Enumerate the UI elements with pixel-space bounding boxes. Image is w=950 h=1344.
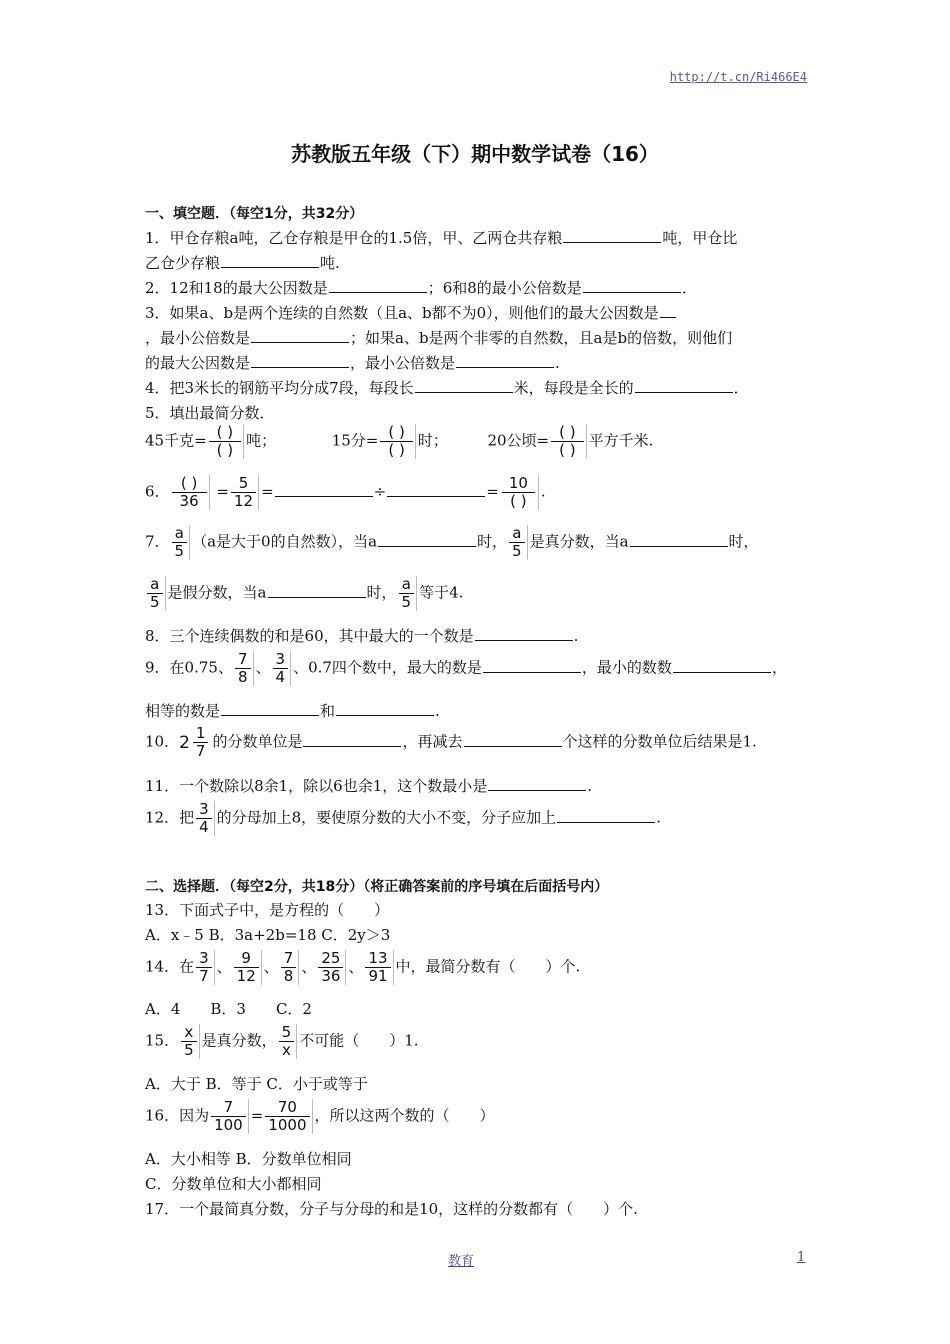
answer-blank	[336, 701, 434, 716]
answer-blank	[583, 278, 681, 293]
fraction: $\frac{a}{5}$	[399, 576, 418, 611]
question-14: 14．在 $\frac{3}{7}$ 、 $\frac{9}{12}$ 、 $\frac{7}{8}$ 、 $\frac{25}{36}$ 、 $\frac{13}{91}$ 中，最简分数有（ ）个.	[145, 949, 581, 985]
question-10: 10． 2 $\frac{1}{7}$ 的分数单位是 ，再减去 个这样的分数单位后结果是1.	[145, 724, 757, 760]
fraction: $\frac{5}{12}$	[231, 475, 259, 510]
answer-blank	[221, 253, 319, 268]
fraction: $\frac{25}{36}$	[318, 950, 346, 985]
question-5: 5．填出最简分数．	[145, 404, 275, 422]
question-17: 17．一个最简真分数，分子与分母的和是10，这样的分数都有（ ）个.	[145, 1200, 638, 1218]
fraction: $\frac{( )}{( )}$	[209, 424, 244, 459]
fraction: $\frac{x}{5}$	[181, 1024, 200, 1059]
fraction: $\frac{3}{4}$	[273, 651, 292, 686]
question-16-options-ab: A．大小相等 B．分数单位相同	[145, 1150, 352, 1168]
answer-blank	[251, 353, 349, 368]
answer-blank	[275, 482, 373, 497]
answer-blank	[557, 808, 655, 823]
answer-blank	[630, 532, 728, 547]
fraction: $\frac{a}{5}$	[509, 525, 528, 560]
section-2-heading: 二、选择题．（每空2分，共18分）（将正确答案前的序号填在后面括号内）	[145, 879, 609, 895]
question-4: 4．把3米长的钢筋平均分成7段，每段长 米，每段是全长的 ．	[145, 379, 749, 397]
question-14-fractions: $\frac{3}{7}$ 、 $\frac{9}{12}$ 、 $\frac{7}{8}$ 、 $\frac{25}{36}$ 、 $\frac{13}{91}$	[194, 958, 395, 976]
question-7-line-1: 7． $\frac{a}{5}$ （a是大于0的自然数），当a 时， $\frac{a}{5}$ 是真分数，当a 时，	[145, 524, 759, 560]
answer-blank	[673, 658, 771, 673]
question-9-line-2: 相等的数是 和 .	[145, 702, 440, 720]
section-1-heading: 一、填空题．（每空1分，共32分）	[145, 206, 364, 222]
question-8: 8．三个连续偶数的和是60，其中最大的一个数是 .	[145, 627, 579, 645]
answer-blank	[303, 732, 401, 747]
answer-blank	[483, 658, 581, 673]
fraction: $\frac{( )}{( )}$	[380, 424, 415, 459]
fraction: $\frac{10}{( )}$	[501, 475, 539, 510]
answer-blank	[660, 303, 676, 318]
answer-blank	[387, 482, 485, 497]
question-15-options: A．大于 B．等于 C．小于或等于	[145, 1075, 368, 1093]
question-3-line-2: ，最小公倍数是 ；如果a、b是两个非零的自然数，且a是b的倍数，则他们	[145, 329, 733, 347]
question-3-line-3: 的最大公因数是 ，最小公倍数是 .	[145, 354, 560, 372]
fraction: $\frac{5}{x}$	[279, 1024, 298, 1059]
answer-blank	[378, 532, 476, 547]
fraction: $\frac{70}{1000}$	[265, 1099, 312, 1134]
answer-blank	[488, 776, 586, 791]
page-title: 苏教版五年级（下）期中数学试卷（16）	[291, 142, 659, 166]
footer-link[interactable]: 教育	[448, 1254, 475, 1269]
answer-blank	[415, 378, 513, 393]
fraction: $\frac{( )}{( )}$	[551, 424, 586, 459]
answer-blank	[563, 228, 661, 243]
fraction: $\frac{a}{5}$	[172, 525, 191, 560]
question-5-items: 45千克= $\frac{( )}{( )}$ 吨； 15分= $\frac{( )}{( )}$ 时； 20公顷= $\frac{( )}{( )}$ 平方千米.	[145, 423, 654, 459]
answer-blank	[329, 278, 427, 293]
fraction: $\frac{( )}{36}$	[172, 475, 210, 510]
question-3-line-1: 3．如果a、b是两个连续的自然数（且a、b都不为0），则他们的最大公因数是	[145, 303, 677, 323]
answer-blank	[464, 732, 562, 747]
question-9-line-1: 9．在0.75、 $\frac{7}{8}$ 、 $\frac{3}{4}$ 、0.7四个数中，最大的数是 ，最小的数数 ，	[145, 650, 787, 686]
fraction: $\frac{13}{91}$	[365, 950, 393, 985]
page-number: 1	[797, 1250, 806, 1265]
question-7-line-2: $\frac{a}{5}$ 是假分数，当a 时， $\frac{a}{5}$ 等于4.	[145, 576, 463, 611]
question-1-line-1: 1．甲仓存粮a吨，乙仓存粮是甲仓的1.5倍，甲、乙两仓共存粮 吨，甲仓比	[145, 229, 738, 247]
question-14-options: A．4 B．3 C．2	[145, 1000, 312, 1018]
mixed-number: 2 $\frac{1}{7}$	[179, 725, 212, 760]
fraction: $\frac{9}{12}$	[234, 950, 262, 985]
answer-blank	[475, 626, 573, 641]
fraction: $\frac{a}{5}$	[147, 576, 166, 611]
question-16: 16．因为 $\frac{7}{100}$ = $\frac{70}{1000}$ ，所以这两个数的（ ）	[145, 1098, 495, 1134]
answer-blank	[251, 328, 349, 343]
question-1-line-2: 乙仓少存粮 吨.	[145, 254, 340, 272]
fraction: $\frac{3}{4}$	[196, 801, 215, 836]
question-16-options-c: C．分数单位和大小都相同	[145, 1175, 322, 1193]
question-15: 15． $\frac{x}{5}$ 是真分数， $\frac{5}{x}$ 不可能（ ）1.	[145, 1023, 419, 1059]
fraction: $\frac{7}{8}$	[281, 950, 300, 985]
question-13: 13．下面式子中，是方程的（ ）	[145, 901, 390, 919]
answer-blank	[635, 378, 733, 393]
question-13-options: A．x﹣5 B．3a+2b=18 C．2y＞3	[145, 926, 391, 944]
answer-blank	[456, 353, 554, 368]
question-2: 2．12和18的最大公因数是 ；6和8的最小公倍数是 ．	[145, 279, 697, 297]
question-11: 11．一个数除以8余1，除以6也余1，这个数最小是 .	[145, 777, 593, 795]
fraction: $\frac{7}{100}$	[211, 1099, 249, 1134]
fraction: $\frac{7}{8}$	[235, 651, 254, 686]
question-6: 6． $\frac{( )}{36}$ = $\frac{5}{12}$ = ÷ = $\frac{10}{( )}$ .	[145, 474, 546, 510]
fraction: $\frac{3}{7}$	[196, 950, 215, 985]
answer-blank	[268, 583, 366, 598]
answer-blank	[221, 701, 319, 716]
header-url-link[interactable]: http://t.cn/Ri466E4	[669, 70, 807, 84]
question-12: 12．把 $\frac{3}{4}$ 的分母加上8，要使原分数的大小不变，分子应加上 .	[145, 800, 661, 836]
